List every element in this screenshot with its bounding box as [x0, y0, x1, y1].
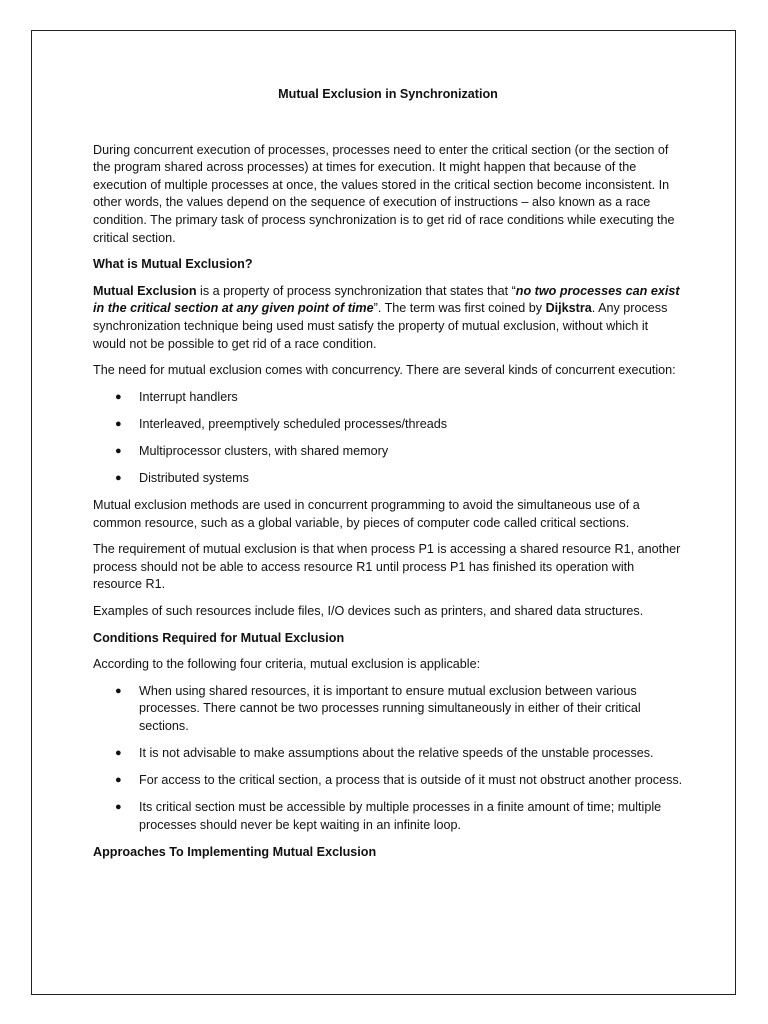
- definition-person: Dijkstra: [545, 301, 592, 316]
- definition-paragraph: [93, 283, 683, 353]
- what-is-heading: What is Mutual Exclusion?: [93, 257, 253, 272]
- definition-quote: no two processes can exist in the critical section at any given point of time: [93, 283, 680, 316]
- list-item: ● It is not advisable to make assumptions about the relative speeds of the unstable processes.: [93, 745, 683, 763]
- definition-text-3: . Any process synchronization technique being used must satisfy the property of mutual exclusion, without which it would not be possible to get rid of a race condition.: [93, 301, 668, 351]
- list-item: ● Multiprocessor clusters, with shared memory: [93, 443, 683, 461]
- page-title: Mutual Exclusion in Synchronization: [278, 87, 498, 101]
- requirement-paragraph: The requirement of mutual exclusion is that when process P1 is accessing a shared resource R1, another process should not be able to access resource R1 until process P1 has finished its operation with resource R1.: [93, 542, 681, 592]
- list-item: ● Its critical section must be accessible by multiple processes in a finite amount of time; multiple processes should never be kept waiting in an infinite loop.: [115, 800, 662, 832]
- list-item: ● For access to the critical section, a process that is outside of it must not obstruct another process.: [93, 772, 683, 790]
- approaches-heading: Approaches To Implementing Mutual Exclusion: [93, 845, 377, 859]
- criteria-intro: According to the following four criteria, mutual exclusion is applicable:: [93, 657, 481, 672]
- bullet-icon: ●: [115, 417, 122, 430]
- conditions-heading: Conditions Required for Mutual Exclusion: [93, 630, 345, 645]
- bullet-icon: ●: [115, 472, 122, 484]
- list-item: ● Interrupt handlers: [93, 389, 683, 407]
- list-item: ● When using shared resources, it is important to ensure mutual exclusion between various processes. There cannot be two processes running simultaneously in either of their critical sections.: [115, 683, 641, 734]
- concurrency-kinds-list: [93, 389, 683, 488]
- bullet-icon: ●: [115, 747, 122, 760]
- bullet-icon: ●: [115, 390, 122, 403]
- list-item: ● Interleaved, preemptively scheduled processes/threads: [93, 416, 683, 434]
- examples-paragraph: Examples of such resources include files, I/O devices such as printers, and shared data structures.: [93, 604, 644, 619]
- need-paragraph: The need for mutual exclusion comes with concurrency. There are several kinds of concurrent execution:: [93, 363, 676, 378]
- bullet-icon: ●: [115, 684, 122, 697]
- definition-term: Mutual Exclusion: [93, 283, 197, 298]
- definition-text-2: ”. The term was first coined by: [373, 301, 546, 316]
- list-item: ● Distributed systems: [93, 470, 683, 488]
- bullet-icon: ●: [115, 774, 122, 787]
- methods-paragraph: Mutual exclusion methods are used in concurrent programming to avoid the simultaneous use of a common resource, such as a global variable, by pieces of computer code called critical sections.: [93, 498, 640, 530]
- definition-text-1: is a property of process synchronization that states that “: [196, 283, 516, 298]
- bullet-icon: ●: [115, 444, 122, 457]
- bullet-icon: ●: [115, 801, 122, 814]
- intro-paragraph: During concurrent execution of processes, processes need to enter the critical section (or the section of the program shared across processes) at times for execution. It might happen that because of the execution of multiple processes at once, the values stored in the critical section become inconsistent. In other words, the values depend on the sequence of execution of instructions – also known as a race condition. The primary task of process synchronization is to get rid of race conditions while executing the critical section.: [93, 142, 675, 245]
- document-body: [93, 86, 683, 871]
- criteria-list: [93, 683, 683, 835]
